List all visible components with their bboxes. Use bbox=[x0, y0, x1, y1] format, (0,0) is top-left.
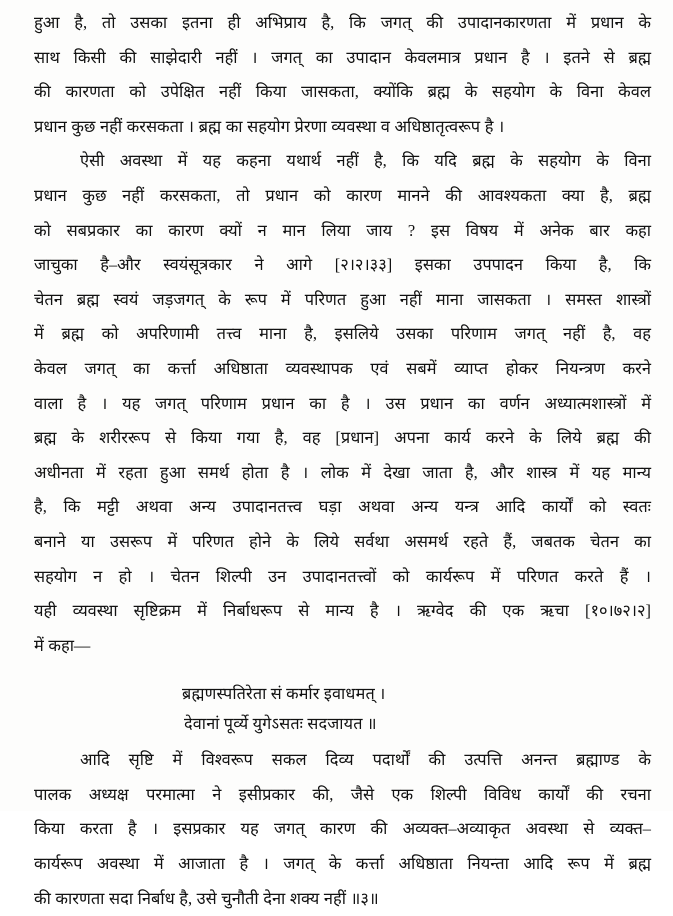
text-line: अधीनता में रहता हुआ समर्थ होता है । लोक में देखा जाता है, और शास्त्र में यह मान्य bbox=[34, 462, 651, 482]
text-line: जाचुका है–और स्वयंसूत्रकार ने आगे [२।२।३३] इसका उपपादन किया है, कि bbox=[34, 255, 651, 275]
text-line: प्रधान कुछ नहीं करसकता । ब्रह्म का सहयोग प्रेरणा व्यवस्था व अधिष्ठातृत्वरूप है । bbox=[34, 116, 505, 136]
page-text-column bbox=[34, 6, 651, 916]
text-line: में कहा— bbox=[34, 635, 91, 655]
verse-line-2: देवानां पूर्व्ये युगेऽसतः सदजायत ॥ bbox=[184, 715, 377, 734]
text-line: बनाने या उसरूप में परिणत होने के लिये सर्वथा असमर्थ रहते हैं, जबतक चेतन का bbox=[34, 531, 651, 551]
paragraph-3 bbox=[34, 743, 651, 916]
paragraph-2 bbox=[34, 144, 651, 663]
text-line: पालक अध्यक्ष परमात्मा ने इसीप्रकार की, जैसे एक शिल्पी विविध कार्यों की रचना bbox=[34, 784, 651, 804]
text-line: सहयोग न हो । चेतन शिल्पी उन उपादानतत्त्वों को कार्यरूप में परिणत करते हैं । bbox=[34, 566, 651, 586]
text-line: को सबप्रकार का कारण क्यों न मान लिया जाय ? इस विषय में अनेक बार कहा bbox=[34, 220, 651, 240]
text-line: प्रधान कुछ नहीं करसकता, तो प्रधान को कारण मानने की आवश्यकता क्या है, ब्रह्म bbox=[34, 185, 651, 205]
text-line-citation: यही व्यवस्था सृष्टिक्रम में निर्बाधरूप से मान्य है । ऋग्वेद की एक ऋचा [१०।७२।२] bbox=[34, 601, 651, 621]
text-line: हुआ है, तो उसका इतना ही अभिप्राय है, कि जगत् की उपादानकारणता में प्रधान के bbox=[34, 13, 651, 32]
paragraph-1 bbox=[34, 6, 651, 144]
text-line: में ब्रह्म को अपरिणामी तत्त्व माना है, इसलिये उसका परिणाम जगत् नहीं है, वह bbox=[34, 324, 651, 344]
text-line-final: की कारणता सदा निर्बाध है, उसे चुनौती देना शक्य नहीं ॥३॥ bbox=[34, 888, 379, 908]
text-line: साथ किसी की साझेदारी नहीं । जगत् का उपादान केवलमात्र प्रधान है । इतने से ब्रह्म bbox=[34, 47, 651, 67]
text-line-indented: ऐसी अवस्था में यह कहना यथार्थ नहीं है, कि यदि ब्रह्म के सहयोग के विना bbox=[80, 151, 651, 171]
text-line: किया करता है । इसप्रकार यह जगत् कारण की अव्यक्त–अव्याकृत अवस्था से व्यक्त– bbox=[34, 819, 651, 839]
text-line: कार्यरूप अवस्था में आजाता है । जगत् के कर्त्ता अधिष्ठाता नियन्ता आदि रूप में ब्रह्म bbox=[34, 854, 651, 874]
text-line: ब्रह्म के शरीररूप से किया गया है, वह [प्रधान] अपना कार्य करने के लिये ब्रह्म की bbox=[34, 428, 651, 448]
text-line: चेतन ब्रह्म स्वयं जड़जगत् के रूप में परिणत हुआ नहीं माना जासकता । समस्त शास्त्रों bbox=[34, 289, 651, 309]
text-line-indented: आदि सृष्टि में विश्वरूप सकल दिव्य पदार्थों की उत्पत्ति अनन्त ब्रह्माण्ड के bbox=[80, 750, 651, 770]
text-line: की कारणता को उपेक्षित नहीं किया जासकता, क्योंकि ब्रह्म के सहयोग के विना केवल bbox=[34, 82, 651, 102]
verse-line-1: ब्रह्मणस्पतिरेता सं कर्मार इवाधमत् । bbox=[182, 685, 386, 704]
text-line: है, कि मट्टी अथवा अन्य उपादानतत्त्व घड़ा अथवा अन्य यन्त्र आदि कार्यों को स्वतः bbox=[34, 497, 651, 517]
verse-spacer bbox=[34, 663, 651, 669]
text-line: वाला है । यह जगत् परिणाम प्रधान का है । उस प्रधान का वर्णन अध्यात्मशास्त्रों में bbox=[34, 393, 651, 413]
text-line: केवल जगत् का कर्त्ता अधिष्ठाता व्यवस्थापक एवं सबमें व्याप्त होकर नियन्त्रण करने bbox=[34, 358, 651, 378]
rigveda-verse-block bbox=[34, 679, 651, 739]
